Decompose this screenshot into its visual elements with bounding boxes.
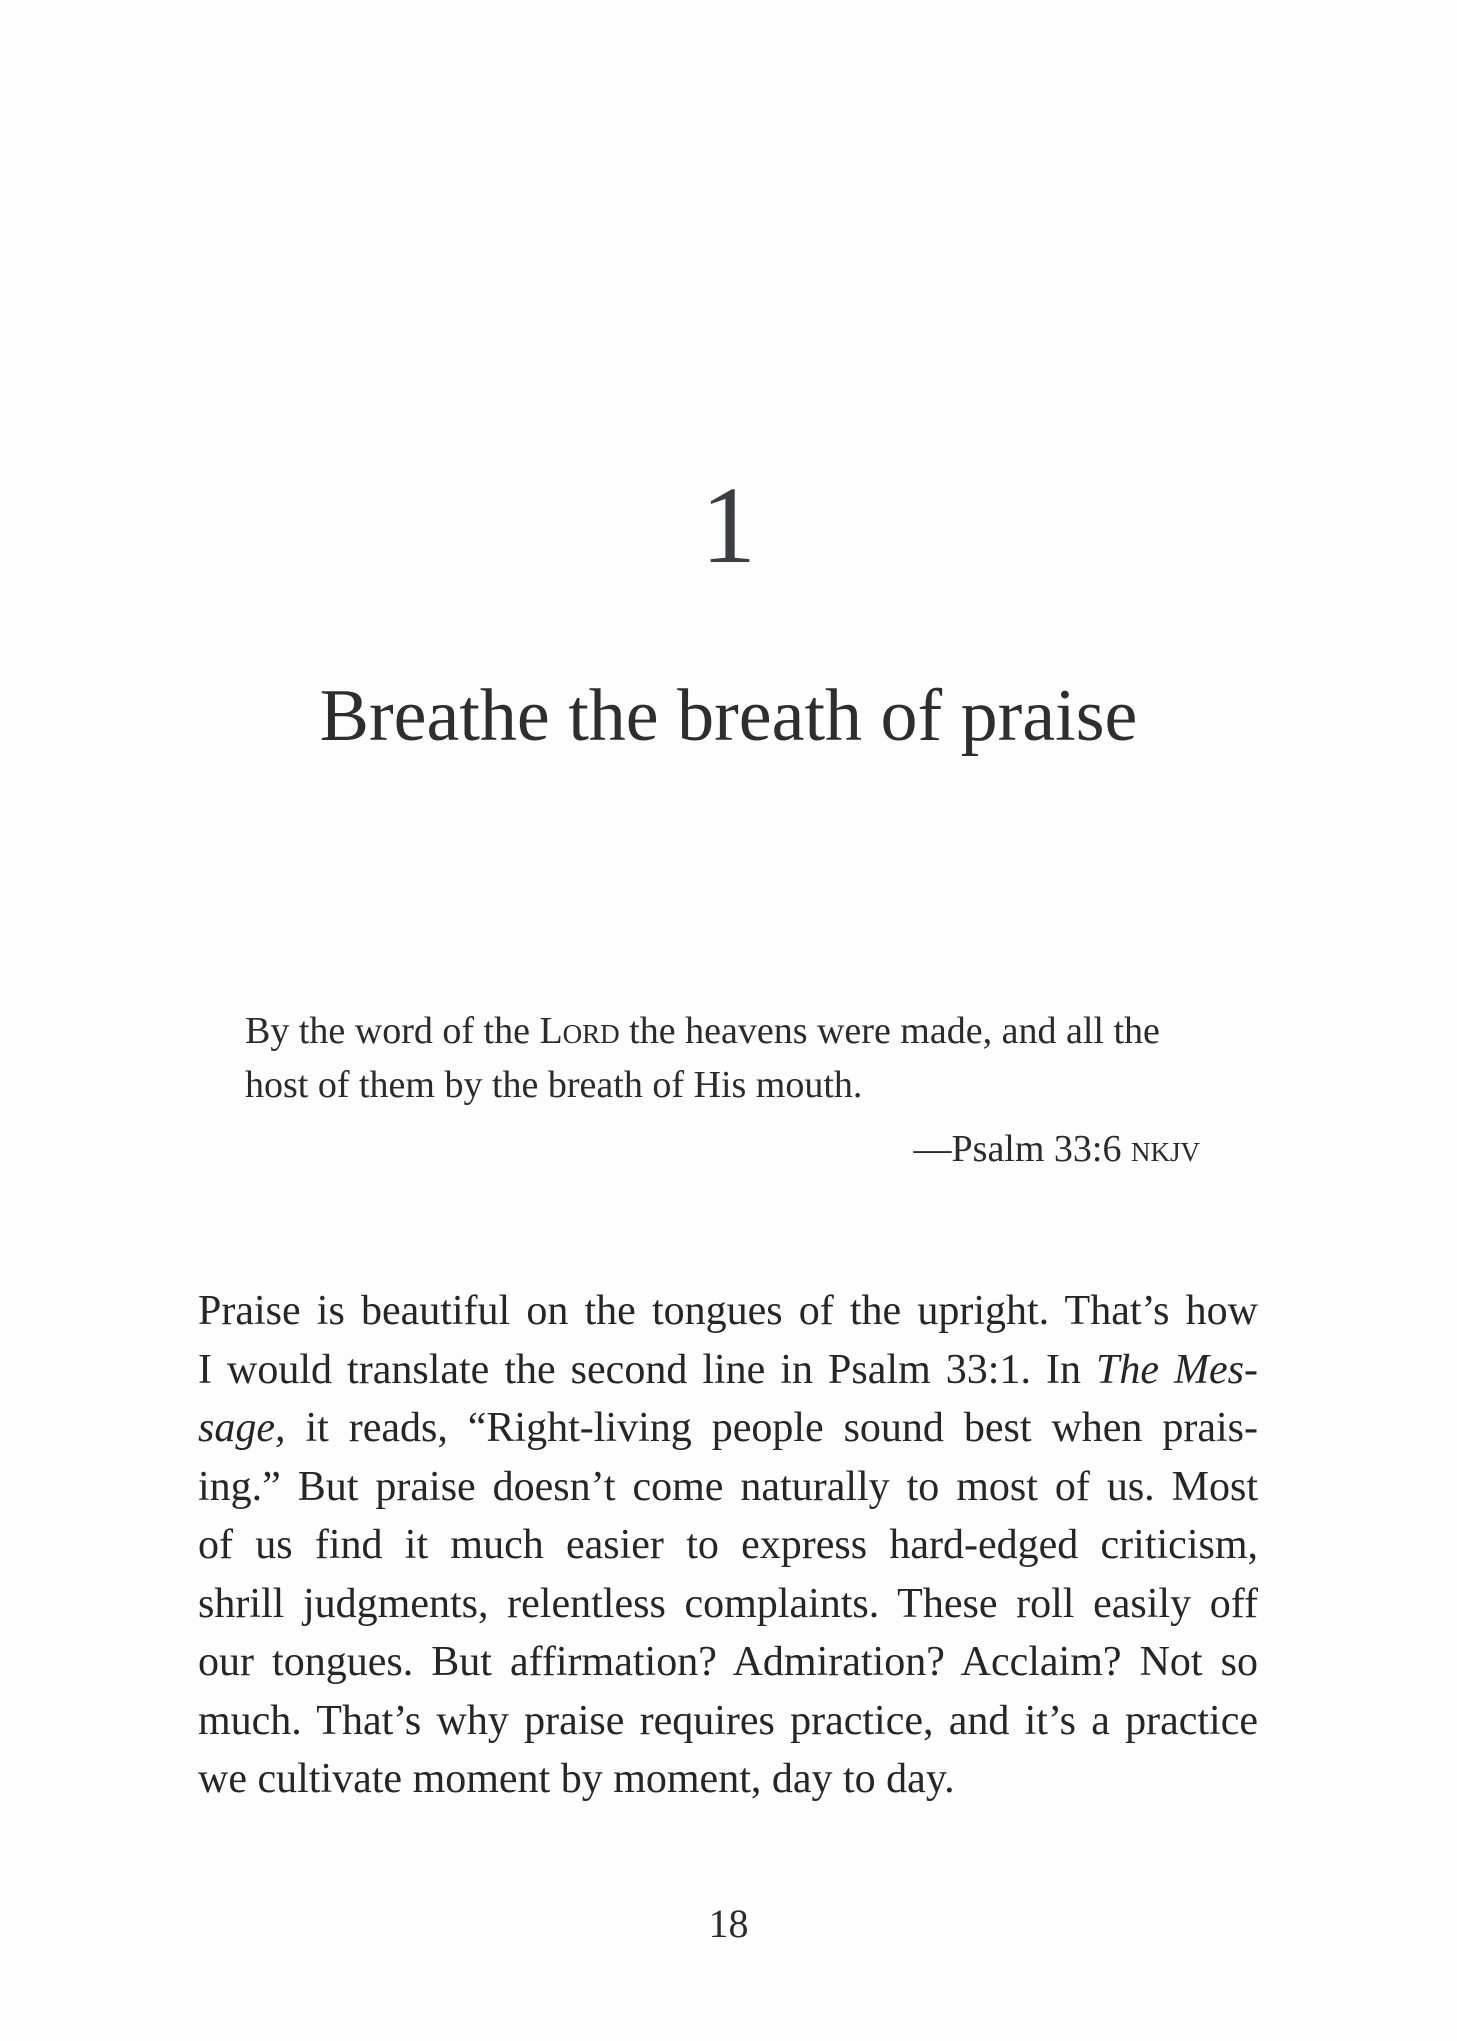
epigraph-lord: Lord — [539, 1010, 620, 1052]
page-number: 18 — [708, 1901, 749, 1946]
body-line: much. That’s why praise requires practice, and it’s a practice — [198, 1697, 1258, 1744]
body-line: we cultivate moment by moment, day to day. — [198, 1756, 955, 1802]
body-line-text: it reads, “Right-living people sound best when prais- — [285, 1405, 1258, 1451]
epigraph-text-end: the heavens were made, and all the host of them by the breath of His mouth. — [245, 1010, 1160, 1106]
body-line: shrill judgments, relentless complaints. These roll easily off — [198, 1580, 1258, 1627]
book-title-italic: The Mes- — [1096, 1346, 1258, 1393]
chapter-number: 1 — [701, 464, 756, 586]
body-paragraph — [198, 1282, 1258, 1809]
epigraph-text-start: By the word of the — [245, 1010, 540, 1052]
body-line — [198, 1341, 1258, 1400]
epigraph-citation-version: nkjv — [1130, 1128, 1200, 1170]
body-line: Praise is beautiful on the tongues of the upright. That’s how — [198, 1288, 1258, 1334]
body-line-text: I would translate the second line in Psalm 33:1. In — [198, 1346, 1096, 1393]
chapter-title: Breathe the breath of praise — [319, 675, 1138, 757]
epigraph — [245, 1004, 1205, 1176]
epigraph-quote — [245, 1004, 1205, 1112]
body-line: our tongues. But affirmation? Admiration? Acclaim? Not so — [198, 1639, 1258, 1685]
body-line — [198, 1399, 1258, 1458]
body-line: ing.” But praise doesn’t come naturally to most of us. Most — [198, 1463, 1258, 1510]
book-title-italic: sage, — [198, 1405, 286, 1451]
epigraph-citation — [245, 1122, 1200, 1176]
epigraph-citation-reference: —Psalm 33:6 — [913, 1128, 1131, 1170]
body-line: of us find it much easier to express hard-edged criticism, — [198, 1522, 1258, 1568]
